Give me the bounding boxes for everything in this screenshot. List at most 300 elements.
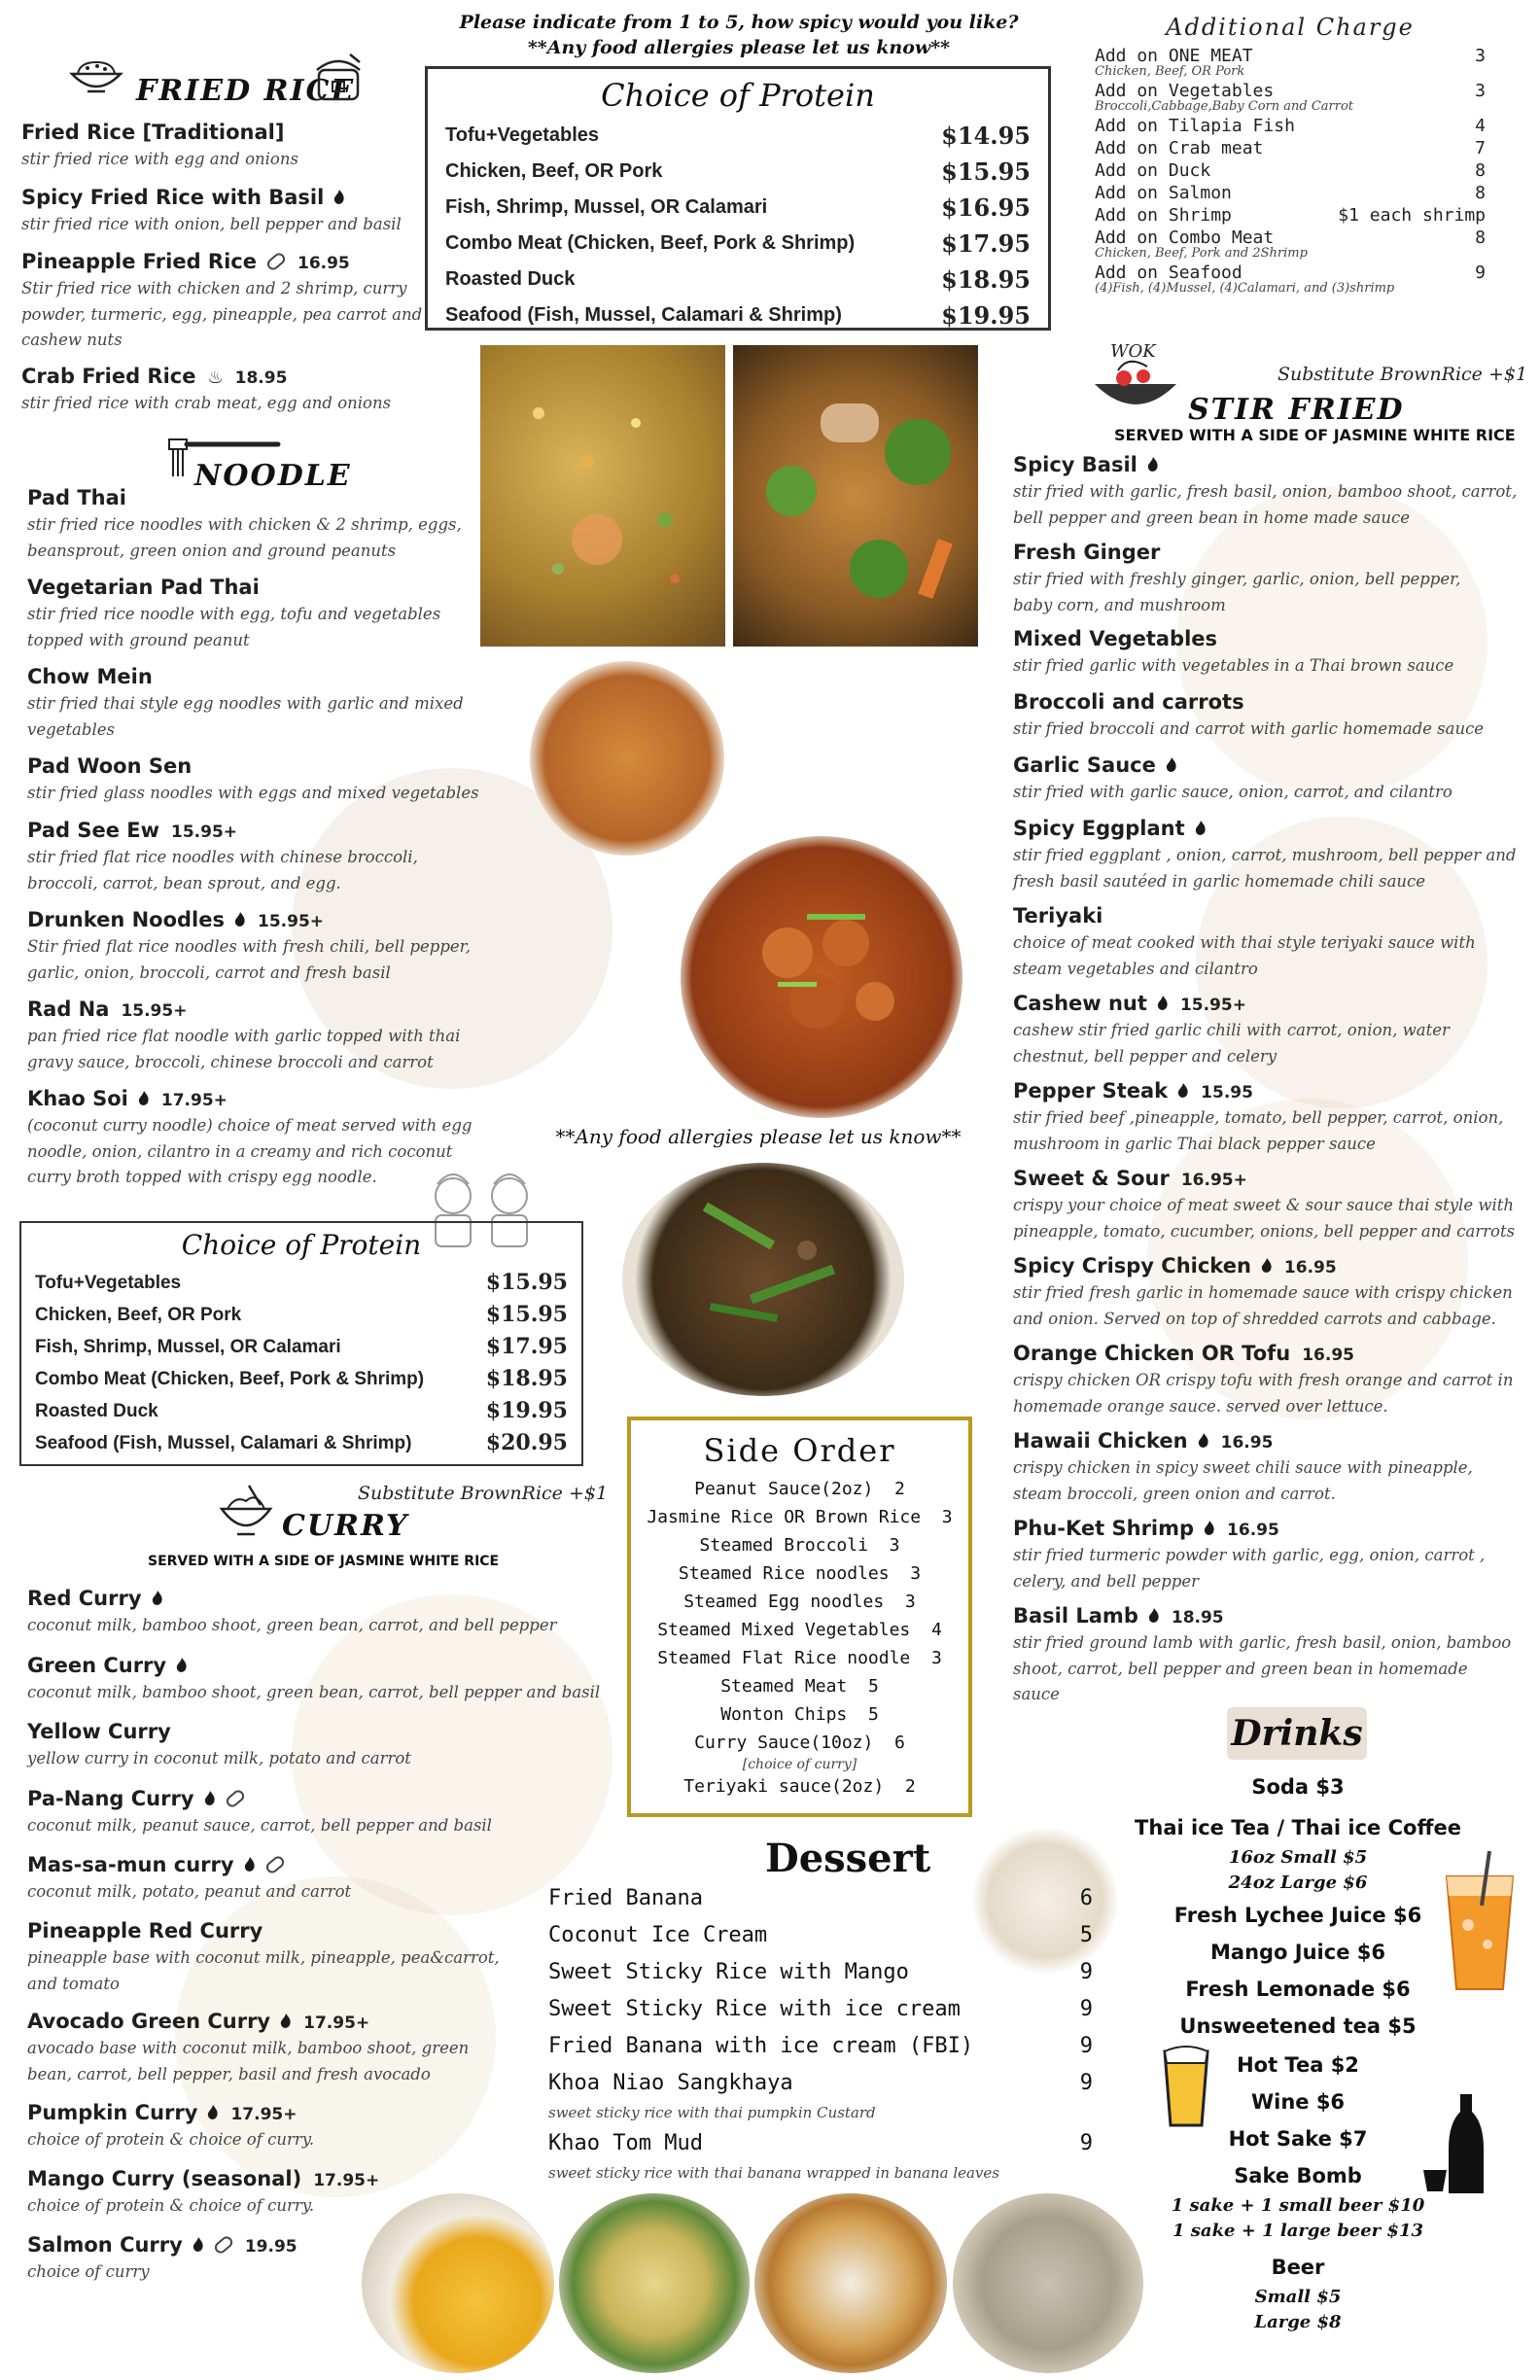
drinks-title: Drinks [1227,1707,1367,1760]
side-row [637,1772,962,1801]
side-row [637,1503,962,1531]
item-desc: crispy your choice of meat sweet & sour sauce thai style with pineapple, tomato, cucumber, onions, bell pepper and carrots [1013,1196,1516,1241]
item-name: Phu-Ket Shrimp [1013,1517,1195,1540]
menu-item [1013,541,1470,618]
item-desc: yellow curry in coconut milk, potato and carrot [27,1749,411,1768]
dessert-title: Dessert [765,1836,931,1881]
side-price: 2 [904,1776,916,1797]
curry-title: CURRY [282,1509,409,1543]
protein-label: Tofu+Vegetables [35,1273,182,1293]
allergy-note-center: **Any food allergies please let us know** [555,1125,962,1148]
basil-lamb-photo [622,1163,904,1396]
item-desc: stir fried beef ,pineapple, tomato, bell pepper, carrot, onion, mushroom in garlic Thai black pepper sauce [1013,1108,1504,1153]
item-price: 17.95+ [313,2171,380,2190]
rice-bowl-icon [68,56,124,103]
drink-beer: Beer [1271,2256,1325,2279]
protein-price: $18.95 [941,265,1031,294]
side-row [637,1531,962,1559]
item-desc: choice of protein & choice of curry. [27,2130,315,2150]
sake-icon [1421,2090,1489,2201]
item-name: Mixed Vegetables [1013,627,1218,650]
item-desc: stir fried with freshly ginger, garlic, onion, bell pepper, baby corn, and mushroom [1013,570,1461,614]
charge-price: 9 [1475,262,1486,283]
item-name: Pineapple Fried Rice [21,250,257,273]
charge-row [1095,182,1486,204]
custard-photo [559,2193,750,2373]
item-desc: Stir fried rice with chicken and 2 shrimp, curry powder, turmeric, egg, pineapple, pea carrot and cashew nuts [21,279,423,349]
menu-item [27,998,484,1075]
charge-label: Add on Seafood [1095,262,1242,283]
menu-item [27,1853,591,1906]
dessert-name: Sweet Sticky Rice with ice cream [548,1997,961,2021]
wok-icon [1089,335,1182,427]
side-label: Steamed Broccoli [699,1535,868,1556]
item-name: Pumpkin Curry [27,2101,198,2124]
item-name: Basil Lamb [1013,1604,1138,1628]
protein-row [35,1299,568,1331]
drink-hot-tea: Hot Tea $2 [1237,2053,1359,2077]
peanut-icon [212,2234,234,2256]
charge-price: 7 [1475,138,1486,158]
chili-icon [1204,1521,1215,1536]
menu-item [21,250,430,353]
protein-label: Chicken, Beef, OR Pork [445,160,663,182]
chili-icon [1195,821,1207,836]
protein-price: $15.95 [485,1270,568,1295]
fried-rice-title: FRIED RICE [136,74,356,108]
item-desc: coconut milk, potato, peanut and carrot [27,1882,352,1902]
item-desc: stir fried rice noodle with egg, tofu and vegetables topped with ground peanut [27,605,441,649]
item-price: 15.95+ [121,1001,188,1021]
protein-price: $19.95 [485,1398,568,1423]
item-name: Crab Fried Rice [21,365,196,388]
protein-title: Choice of Protein [601,77,875,114]
charge-label: Add on Vegetables [1095,81,1275,101]
item-name: Pad Thai [27,486,126,509]
menu-item [27,908,484,986]
item-desc: stir fried broccoli and carrot with garlic homemade sauce [1013,719,1485,739]
chili-icon [1147,457,1159,472]
item-name: Red Curry [27,1587,142,1610]
drink-mango: Mango Juice $6 [1210,1941,1385,1964]
protein-price: $15.95 [485,1302,568,1327]
protein-row [445,226,1031,262]
chili-icon [152,1591,163,1606]
side-label: Steamed Meat [720,1676,848,1697]
menu-item [21,121,430,173]
protein-label: Fish, Shrimp, Mussel, OR Calamari [35,1337,341,1357]
charge-price: 8 [1475,160,1486,181]
menu-item [1013,690,1519,743]
menu-item [27,819,484,896]
item-desc: choice of protein & choice of curry. [27,2196,315,2216]
protein-row [35,1363,568,1395]
drink-unsweetened: Unsweetened tea $5 [1179,2014,1417,2038]
dessert-desc: sweet sticky rice with thai pumpkin Custard [548,2104,876,2121]
beer-small: Small $5 [1254,2287,1342,2307]
side-price: 3 [889,1535,900,1556]
item-desc: pan fried rice flat noodle with garlic topped with thai gravy sauce, broccoli, chinese broccoli and carrot [27,1027,461,1071]
menu-item [1013,1342,1519,1419]
orange-chicken-photo [681,836,962,1118]
protein-label: Tofu+Vegetables [445,124,600,146]
chili-icon [1166,757,1177,773]
dessert-price: 5 [1079,1923,1093,1947]
menu-item [1013,817,1519,894]
protein-row [35,1427,568,1459]
side-label: Teriyaki sauce(2oz) [683,1776,885,1797]
dessert-name: Sweet Sticky Rice with Mango [548,1960,909,1984]
protein-row [35,1395,568,1427]
side-label: Steamed Rice noodles [678,1563,890,1584]
item-price: 19.95 [244,2237,298,2257]
rice-cooker-icon [311,49,366,109]
beer-large: Large $8 [1254,2312,1342,2332]
menu-item [27,576,484,653]
curry-served-note: SERVED WITH A SIDE OF JASMINE WHITE RICE [148,1554,500,1569]
item-name: Avocado Green Curry [27,2010,271,2033]
dessert-price: 9 [1079,2071,1093,2095]
allergy-note-top: **Any food allergies please let us know** [527,37,951,58]
item-desc: stir fried rice with egg and onions [21,150,298,169]
item-desc: stir fried flat rice noodles with chinese broccoli, broccoli, carrot, bean sprout, and egg. [27,848,418,892]
menu-item [1013,992,1519,1069]
protein-box-top [425,66,1051,331]
dessert-name: Coconut Ice Cream [548,1923,768,1947]
side-label: Steamed Flat Rice noodle [657,1648,911,1668]
item-price: 17.95+ [230,2105,298,2124]
item-name: Pad See Ew [27,819,160,842]
item-desc: stir fried turmeric powder with garlic, egg, onion, carrot , celery, and bell pepper [1013,1546,1486,1591]
iced-tea-icon [1439,1847,1521,1997]
side-row [637,1559,962,1588]
crab-icon: ♨ [207,368,224,388]
item-name: Sweet & Sour [1013,1167,1170,1190]
chili-icon [244,1857,256,1872]
protein-label: Chicken, Beef, OR Pork [35,1305,242,1325]
beer-icon [1159,2042,1217,2133]
thai-tea-large: 24oz Large $6 [1228,1872,1368,1893]
item-price: 16.95 [297,254,350,273]
item-price: 16.95+ [1180,1171,1247,1190]
charge-note: Chicken, Beef, OR Pork [1095,64,1245,79]
item-desc: pineapple base with coconut milk, pineapple, pea&carrot, and tomato [27,1948,500,1993]
item-price: 15.95+ [171,822,238,842]
protein-row [35,1331,568,1363]
side-label: Steamed Egg noodles [683,1592,885,1612]
dessert-name: Khao Tom Mud [548,2131,703,2155]
protein-price: $16.95 [941,193,1031,222]
noodle-title: NOODLE [194,459,352,493]
item-desc: stir fried with garlic, fresh basil, onion, bamboo shoot, carrot, bell pepper and green bean in home made sauce [1013,482,1518,527]
menu-item [21,365,430,417]
side-order-box [627,1417,972,1817]
menu-item [1013,904,1499,982]
drink-lemonade: Fresh Lemonade $6 [1185,1978,1411,2001]
side-row [637,1644,962,1672]
item-name: Spicy Eggplant [1013,817,1185,840]
menu-item [1013,1167,1519,1244]
drink-lychee: Fresh Lychee Juice $6 [1173,1904,1422,1927]
charge-price: 3 [1475,46,1486,66]
menu-item [27,2010,513,2087]
charge-price: 8 [1475,183,1486,203]
item-name: Fresh Ginger [1013,541,1161,564]
wok-label: WOK [1110,341,1156,362]
item-desc: coconut milk, bamboo shoot, green bean, carrot, bell pepper and basil [27,1683,601,1702]
dessert-row [548,2071,1093,2095]
charge-row [1095,137,1486,159]
item-name: Spicy Fried Rice with Basil [21,186,325,209]
drink-soda: Soda $3 [1251,1775,1345,1799]
curry-choice-note: [choice of curry] [742,1757,858,1772]
menu-item [27,1720,591,1772]
charge-label: Add on Combo Meat [1095,228,1275,248]
protein-label: Combo Meat (Chicken, Beef, Pork & Shrimp) [445,232,856,254]
menu-item [27,1087,484,1190]
chili-icon [138,1091,150,1106]
dessert-price: 9 [1079,1997,1093,2021]
additional-title: Additional Charge [1166,14,1415,41]
fried-banana-photo [754,2193,947,2373]
chili-icon [1157,996,1169,1011]
chili-icon [1198,1433,1209,1449]
dessert-price: 6 [1079,1886,1093,1910]
item-name: Pa-Nang Curry [27,1787,194,1810]
item-desc: stir fried thai style egg noodles with garlic and mixed vegetables [27,694,464,739]
item-name: Cashew nut [1013,992,1147,1015]
item-price: 18.95 [234,368,288,388]
side-price: 3 [930,1648,942,1668]
side-price: 5 [867,1676,879,1697]
side-price: 5 [867,1704,879,1725]
sake-bomb-small: 1 sake + 1 small beer $10 [1171,2195,1425,2216]
charge-price: 4 [1475,116,1486,136]
protein-label: Fish, Shrimp, Mussel, OR Calamari [445,196,768,218]
item-name: Spicy Crispy Chicken [1013,1254,1251,1278]
stir-fry-photo [733,345,978,647]
item-name: Orange Chicken OR Tofu [1013,1342,1291,1365]
menu-item [21,186,430,238]
side-row [637,1700,962,1729]
protein-row [35,1267,568,1299]
item-desc: stir fried fresh garlic in homemade sauce with crispy chicken and onion. Served on top of shredded carrots and cabbage. [1013,1283,1513,1328]
chili-icon [234,912,246,928]
drink-hot-sake: Hot Sake $7 [1228,2127,1368,2151]
chili-icon [176,1658,188,1673]
item-name: Broccoli and carrots [1013,690,1244,714]
protein-row [445,262,1031,298]
item-name: Mas-sa-mun curry [27,1853,234,1876]
curry-bowl-icon [216,1482,276,1546]
charge-row [1095,115,1486,137]
dessert-name: Khoa Niao Sangkhaya [548,2071,793,2095]
item-desc: coconut milk, bamboo shoot, green bean, carrot, and bell pepper [27,1616,557,1635]
charge-label: Add on Shrimp [1095,205,1232,226]
item-price: 16.95 [1220,1433,1274,1452]
protein-row [445,154,1031,190]
item-price: 16.95 [1302,1346,1354,1365]
side-row [637,1729,962,1757]
menu-item [1013,1254,1519,1332]
dessert-row [548,2131,1093,2155]
item-name: Salmon Curry [27,2233,183,2257]
protein-label: Seafood (Fish, Mussel, Calamari & Shrimp) [445,304,842,326]
item-desc: stir fried rice with crab meat, egg and onions [21,394,392,413]
menu-item [1013,1429,1519,1507]
menu-item [27,1787,591,1839]
menu-item [1013,1604,1519,1707]
menu-item [27,1587,591,1639]
item-name: Teriyaki [1013,904,1103,928]
item-price: 16.95 [1283,1258,1337,1278]
dessert-price: 9 [1079,2131,1093,2155]
protein-price: $20.95 [485,1430,568,1455]
side-row [637,1672,962,1700]
menu-item [27,1919,513,1997]
stir-fried-title: STIR FRIED [1188,393,1405,427]
item-desc: stir fried eggplant , onion, carrot, mushroom, bell pepper and fresh basil sautéed in garlic homemade chili sauce [1013,846,1517,891]
menu-item [1013,627,1519,680]
menu-item [1013,453,1519,531]
peanut-icon [264,251,287,272]
item-name: Rad Na [27,998,110,1021]
chili-icon [1261,1258,1273,1274]
peanut-icon [224,1788,246,1809]
item-desc: stir fried rice noodles with chicken & 2 shrimp, eggs, beansprout, green onion and ground peanuts [27,515,462,560]
protein-row [445,190,1031,226]
item-name: Yellow Curry [27,1720,171,1743]
item-desc: cashew stir fried garlic chili with carrot, onion, water chestnut, bell pepper and celery [1013,1021,1450,1066]
item-name: Garlic Sauce [1013,753,1156,777]
item-name: Fried Rice [Traditional] [21,121,285,144]
item-desc: stir fried with garlic sauce, onion, carrot, and cilantro [1013,783,1452,802]
charge-note: (4)Fish, (4)Mussel, (4)Calamari, and (3)shrimp [1095,281,1395,296]
charge-row [1095,204,1486,227]
side-label: Jasmine Rice OR Brown Rice [647,1507,922,1527]
item-name: Pepper Steak [1013,1079,1169,1102]
item-desc: crispy chicken in spicy sweet chili sauce with pineapple, steam broccoli, green onion and carrot. [1013,1458,1473,1503]
side-price: 3 [941,1507,953,1527]
side-label: Steamed Mixed Vegetables [657,1620,911,1640]
item-name: Green Curry [27,1654,167,1677]
side-price: 6 [894,1732,905,1753]
protein-price: $19.95 [941,301,1031,330]
spicy-note: Please indicate from 1 to 5, how spicy would you like? [459,12,1019,33]
side-label: Curry Sauce(10oz) [694,1732,874,1753]
protein-price: $14.95 [941,122,1031,150]
side-price: 2 [894,1479,905,1499]
drink-wine: Wine $6 [1250,2090,1346,2114]
dessert-price: 9 [1079,1960,1093,1984]
item-name: Hawaii Chicken [1013,1429,1188,1452]
peanut-icon [263,1854,286,1875]
menu-item [27,754,494,807]
item-name: Chow Mein [27,665,153,688]
charge-label: Add on Crab meat [1095,138,1264,158]
item-name: Drunken Noodles [27,908,225,931]
chili-icon [1148,1608,1160,1624]
dessert-name: Fried Banana with ice cream (FBI) [548,2034,974,2058]
dessert-row [548,1960,1093,1984]
item-price: 15.95 [1201,1083,1253,1102]
item-name: Pad Woon Sen [27,754,192,778]
side-row [637,1616,962,1644]
side-order-title: Side Order [703,1432,896,1469]
stir-substitute-note: Substitute BrownRice +$1 [1278,364,1528,385]
item-desc: stir fried rice with onion, bell pepper and basil [21,215,402,234]
side-row [637,1588,962,1616]
item-price: 15.95+ [258,912,325,931]
protein-label: Seafood (Fish, Mussel, Calamari & Shrimp) [35,1433,412,1453]
protein-price: $18.95 [485,1366,568,1391]
dessert-row [548,2034,1093,2058]
chili-icon [280,2013,292,2029]
item-desc: crispy chicken OR crispy tofu with fresh orange and carrot in homemade orange sauce. served over lettuce. [1013,1371,1514,1416]
curry-substitute-note: Substitute BrownRice +$1 [358,1483,609,1504]
side-price: 3 [904,1592,916,1612]
additional-charge [1095,14,1486,297]
side-label: Wonton Chips [720,1704,848,1725]
item-desc: coconut milk, peanut sauce, carrot, bell pepper and basil [27,1816,492,1836]
charge-label: Add on ONE MEAT [1095,46,1253,66]
dessert-row [548,1997,1093,2021]
protein-price: $17.95 [941,229,1031,258]
protein-price: $17.95 [485,1334,568,1359]
stir-served-note: SERVED WITH A SIDE OF JASMINE WHITE RICE [1114,426,1516,444]
dessert-price: 9 [1079,2034,1093,2058]
menu-item [27,486,484,564]
pad-thai-photo [530,661,724,856]
item-price: 15.95+ [1179,996,1246,1015]
protein-row [445,298,1031,333]
item-desc: Stir fried flat rice noodles with fresh chili, bell pepper, garlic, onion, broccoli, carrot and fresh basil [27,937,471,982]
item-price: 18.95 [1171,1608,1224,1628]
dessert-row [548,1886,1093,1910]
chili-icon [207,2105,219,2120]
charge-price: 8 [1475,228,1486,248]
charge-row [1095,159,1486,182]
menu-item [1013,753,1519,806]
protein-label: Roasted Duck [445,268,576,290]
side-price: 4 [930,1620,942,1640]
chili-icon [192,2237,204,2253]
item-price: 16.95 [1227,1521,1279,1540]
menu-item [27,665,484,743]
dessert-name: Fried Banana [548,1886,703,1910]
charge-label: Add on Tilapia Fish [1095,116,1295,136]
charge-label: Add on Salmon [1095,183,1232,203]
item-desc: avocado base with coconut milk, bamboo shoot, green bean, carrot, bell pepper, basil and fresh avocado [27,2039,470,2083]
charge-note: Broccoli,Cabbage,Baby Corn and Carrot [1095,99,1354,114]
menu-item [1013,1079,1519,1157]
chili-icon [1177,1083,1189,1099]
item-desc: choice of curry [27,2262,150,2282]
protein-box-left [19,1221,583,1466]
item-desc: stir fried glass noodles with eggs and mixed vegetables [27,784,479,803]
item-desc: choice of meat cooked with thai style teriyaki sauce with steam vegetables and cilantro [1013,933,1476,978]
item-desc: (coconut curry noodle) choice of meat served with egg noodle, onion, cilantro in a creamy and rich coconut curry broth topped with crispy egg noodle. [27,1116,472,1186]
chili-icon [204,1791,216,1806]
item-desc: stir fried ground lamb with garlic, fresh basil, onion, bamboo shoot, carrot, bell pepper and green bean in homemade sauce [1013,1633,1512,1703]
side-label: Peanut Sauce(2oz) [694,1479,874,1499]
sake-bomb-large: 1 sake + 1 large beer $13 [1172,2221,1424,2241]
protein-title: Choice of Protein [181,1229,422,1261]
item-name: Spicy Basil [1013,453,1138,476]
menu-item [27,2101,513,2153]
charge-price: $1 each shrimp [1338,205,1486,226]
item-price: 17.95+ [160,1091,228,1110]
